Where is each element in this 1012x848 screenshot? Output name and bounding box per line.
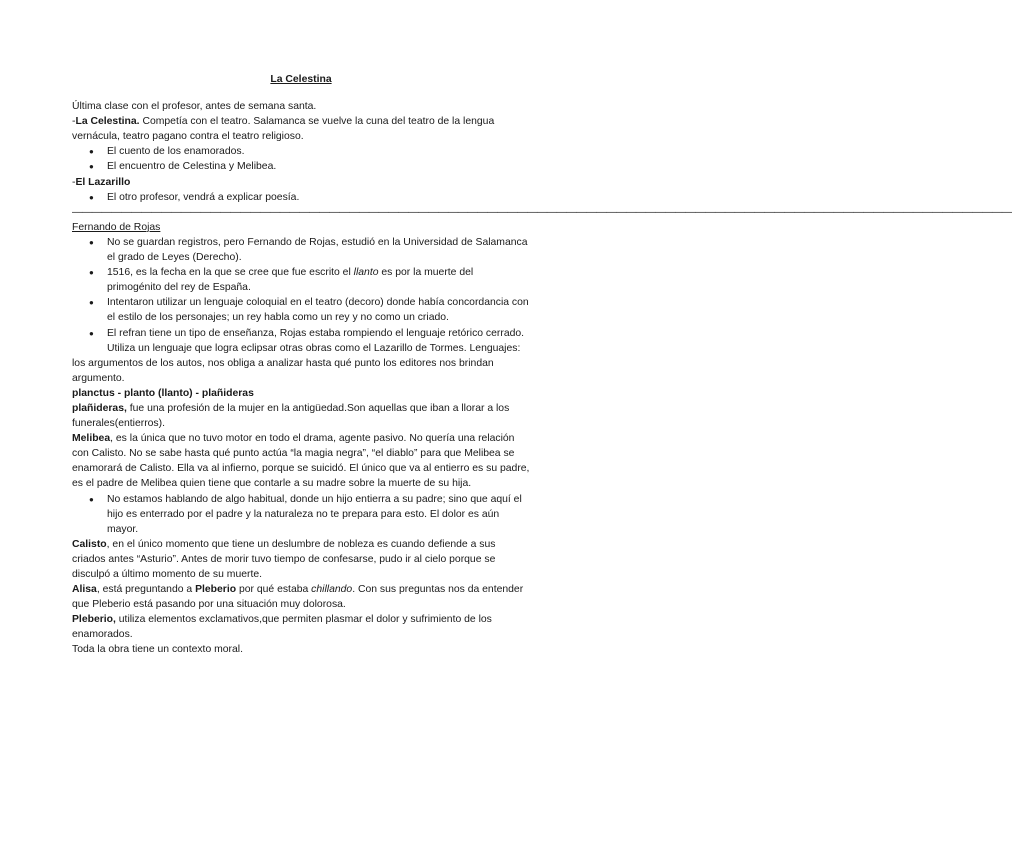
celestina-text: Competía con el teatro. Salamanca se vuelve la cuna del teatro de la lengua vernácula, teatro pagano contra el teatro religioso. <box>72 116 495 143</box>
calisto-paragraph: Calisto, en el único momento que tiene un deslumbre de nobleza es cuando defiende a sus criados antes “Asturio”. Antes de morir tuvo tiempo de confesarse, pudo ir al cielo porque se disculpó a último momento de su muerte. <box>72 538 496 580</box>
list-item: ● 1516, es la fecha en la que se cree que fue escrito el llanto es por la muerte del primogénito del rey de España. <box>72 265 530 295</box>
rojas-list <box>72 235 530 356</box>
celestina-list <box>72 144 530 174</box>
list-item: ● No se guardan registros, pero Fernando de Rojas, estudió en la Universidad de Salamanca el grado de Leyes (Derecho). <box>72 235 530 265</box>
intro-line: Última clase con el profesor, antes de semana santa. <box>72 101 317 113</box>
celestina-label: La Celestina. <box>75 116 140 128</box>
pleberio-paragraph: Pleberio, utiliza elementos exclamativos,que permiten plasmar el dolor y sufrimiento de los enamorados. <box>72 614 492 641</box>
closing-line: Toda la obra tiene un contexto moral. <box>72 644 243 656</box>
list-item: ● El encuentro de Celestina y Melibea. <box>72 159 530 174</box>
page-title: La Celestina <box>270 74 332 85</box>
plañideras-paragraph: plañideras, fue una profesión de la mujer en la antigüedad.Son aquellas que iban a llorar a los funerales(entierros). <box>72 402 510 430</box>
melibea-paragraph: Melibea, es la única que no tuvo motor en todo el drama, agente pasivo. No quería una relación con Calisto. No se sabe hasta qué punto actúa “la magia negra”, “el diablo” para que Melibea se enamorará de Calisto. Ella va al infierno, porque se suicidó. El único que va al entierro es su padre, es el padre de Melibea quien tiene que contarle a su madre sobre la muerte de su hija. <box>72 433 530 490</box>
celestina-paragraph: -La Celestina. Competía con el teatro. Salamanca se vuelve la cuna del teatro de la lengua vernácula, teatro pagano contra el teatro religioso. <box>72 116 495 143</box>
lazarillo-list <box>72 190 530 205</box>
divider-line: ——————————————————————————————————————————————————————————————————————————————————————————————— <box>72 206 1012 218</box>
document-body <box>72 72 1012 658</box>
list-item: ● El otro profesor, vendrá a explicar poesía. <box>72 190 530 205</box>
list-item: ● El refran tiene un tipo de enseñanza, Rojas estaba rompiendo el lenguaje retórico cerrado. Utiliza un lenguaje que logra eclipsar otras obras como el Lazarillo de Tormes. Lenguajes: <box>72 326 530 356</box>
lazarillo-heading: -El Lazarillo <box>72 176 131 188</box>
rojas-heading: Fernando de Rojas <box>72 221 161 233</box>
list-item: ● No estamos hablando de algo habitual, donde un hijo entierra a su padre; sino que aquí el hijo es enterrado por el padre y la naturaleza no te prepara para esto. El dolor es aún mayor. <box>72 492 530 537</box>
alisa-paragraph: Alisa, está preguntando a Pleberio por qué estaba chillando. Con sus preguntas nos da entender que Pleberio está pasando por una situación muy dolorosa. <box>72 584 524 611</box>
list-item: ● Intentaron utilizar un lenguaje coloquial en el teatro (decoro) donde había concordancia con el estilo de los personajes; un rey habla como un rey y no como un criado. <box>72 295 530 325</box>
list-item: ● El cuento de los enamorados. <box>72 144 530 159</box>
planctus-line: planctus - planto (llanto) - plañideras <box>72 387 254 399</box>
melibea-list <box>72 492 530 537</box>
argumentos-paragraph: los argumentos de los autos, nos obliga a analizar hasta qué punto los editores nos brindan argumento. <box>72 357 494 384</box>
